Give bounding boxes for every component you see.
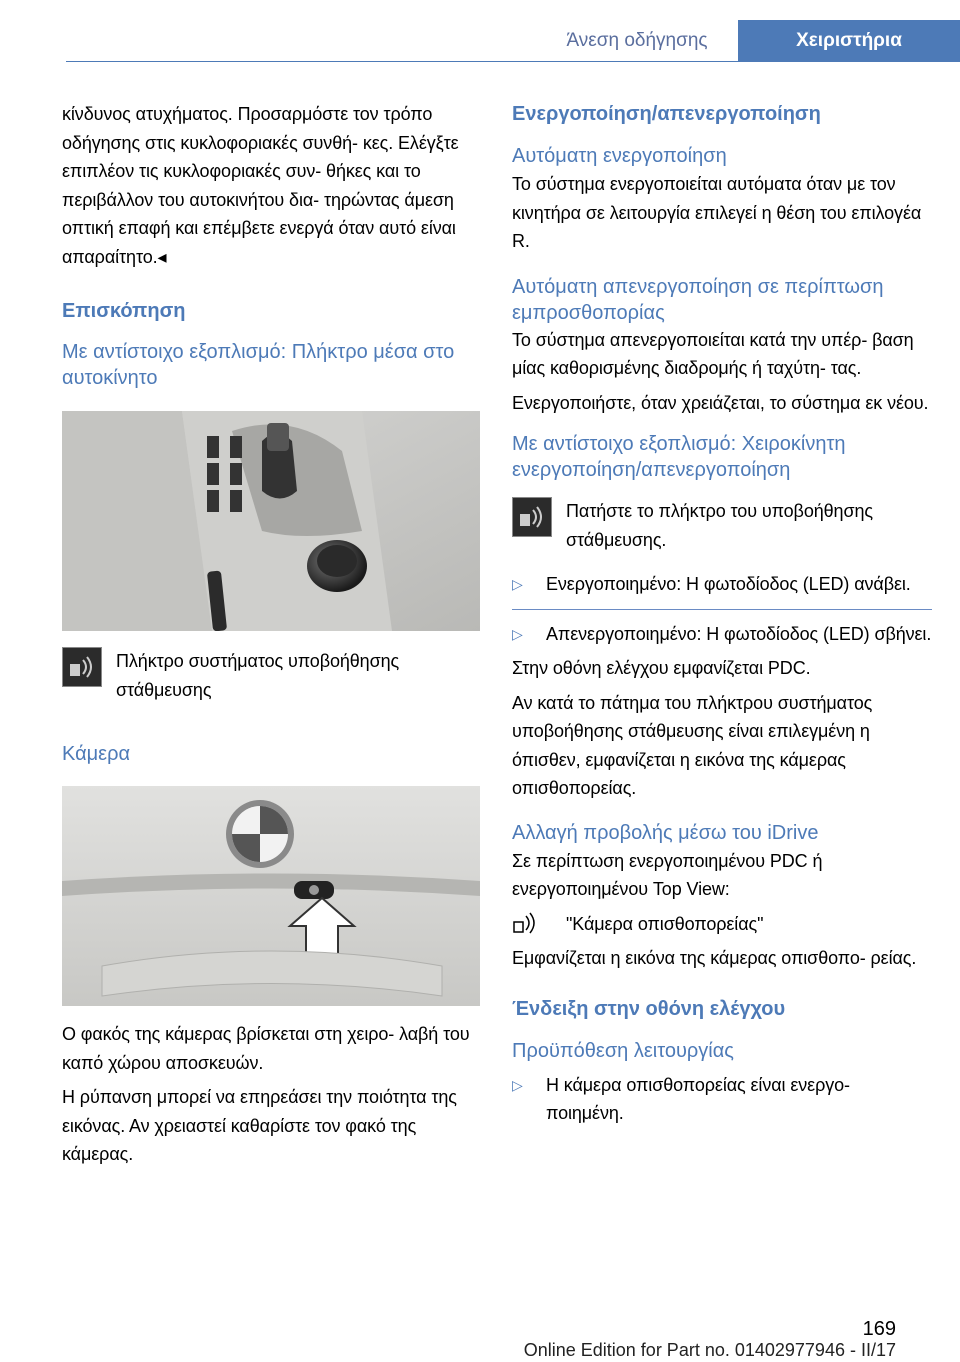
parking-assist-button-icon <box>512 497 552 537</box>
center-console-photo <box>62 411 480 631</box>
camera-photo <box>62 786 480 1006</box>
edition-footer: Online Edition for Part no. 01402977946 - II/17 <box>523 1340 896 1360</box>
section-tab-controls[interactable]: Χειριστήρια <box>738 20 960 62</box>
camera-shown-text: Αν κατά το πάτημα του πλήκτρου συστήματος υποβοήθησης στάθμευσης είναι επιλεγμένη η όπισθεν, εμφανίζεται η εικόνα της κάμερας οπισθοπορείας. <box>512 692 873 798</box>
bullet-triangle-icon: ▷ <box>512 576 523 592</box>
right-column <box>512 100 932 1134</box>
menu-item-row <box>512 910 932 945</box>
left-column <box>62 100 482 1175</box>
center-console-illustration <box>62 411 480 631</box>
pdc-button-caption-row <box>62 647 482 710</box>
bullet-triangle-icon: ▷ <box>512 625 523 642</box>
menu-result-text: Εμφανίζεται η εικόνα της κάμερας οπισθοπο- ρείας. <box>512 948 917 968</box>
section-tab-driving-comfort[interactable]: Άνεση οδήγησης <box>566 30 708 51</box>
page-number: 169 <box>862 1318 896 1340</box>
auto-on-heading: Αυτόματη ενεργοποίηση <box>512 145 727 167</box>
camera-heading: Κάμερα <box>62 743 131 765</box>
auto-off-heading: Αυτόματη απενεργοποίηση σε περίπτωση εμπροσθοπορίας <box>512 275 884 324</box>
rear-camera-illustration <box>62 786 480 1006</box>
bullet-activated-text: Ενεργοποιημένο: Η φωτοδίοδος (LED) ανάβει. <box>546 574 911 594</box>
camera-cleaning-text: Η ρύπανση μπορεί να επηρεάσει την ποιότητα της εικόνας. Αν χρειαστεί καθαρίστε τον φακό της κάμερας. <box>62 1087 457 1164</box>
parking-assist-icon <box>62 647 102 687</box>
camera-menu-icon <box>512 910 566 941</box>
bullet-precondition <box>512 1071 932 1134</box>
header-divider <box>66 61 960 62</box>
pdc-display-text: Στην οθόνη ελέγχου εμφανίζεται PDC. <box>512 658 811 678</box>
page-header <box>0 0 960 62</box>
bullet-deactivated <box>512 620 932 655</box>
camera-lens-text: Ο φακός της κάμερας βρίσκεται στη χειρο- λαβή του καπό χώρου αποσκευών. <box>62 1024 470 1073</box>
bullet-deactivated-text: Απενεργοποιημένο: Η φωτοδίοδος (LED) σβήνει. <box>546 623 932 644</box>
bullet-activated <box>512 570 932 605</box>
display-heading: Ένδειξη στην οθόνη ελέγχου <box>512 997 786 1020</box>
bullet-divider <box>512 609 932 610</box>
press-button-text: Πατήστε το πλήκτρο του υποβοήθησης στάθμευσης. <box>566 501 873 550</box>
idrive-heading: Αλλαγή προβολής μέσω του iDrive <box>512 821 819 844</box>
reactivate-text: Ενεργοποιήστε, όταν χρειάζεται, το σύστημα εκ νέου. <box>512 392 929 413</box>
manual-heading: Με αντίστοιχο εξοπλισμό: Χειροκίνητη ενεργοποίηση/απενεργοποίηση <box>512 433 846 481</box>
pdc-button-caption: Πλήκτρο συστήματος υποβοήθησης στάθμευσης <box>116 651 400 700</box>
auto-off-text: Το σύστημα απενεργοποιείται κατά την υπέρ- βαση μίας καθορισμένης διαδρομής ή ταχύτη- τας. <box>512 329 914 378</box>
activation-heading: Ενεργοποίηση/απενεργοποίηση <box>512 103 821 125</box>
overview-heading: Επισκόπηση <box>62 300 186 322</box>
menu-item-camera[interactable]: "Κάμερα οπισθοπορείας" <box>566 913 764 934</box>
bullet-precondition-text: Η κάμερα οπισθοπορείας είναι ενεργο- ποιημένη. <box>546 1074 850 1123</box>
idrive-text: Σε περίπτωση ενεργοποιημένου PDC ή ενεργοποιημένου Top View: <box>512 850 823 899</box>
equipment-heading: Με αντίστοιχο εξοπλισμό: Πλήκτρο μέσα στο αυτοκίνητο <box>62 341 455 389</box>
bullet-triangle-icon: ▷ <box>512 1076 523 1093</box>
auto-on-text: Το σύστημα ενεργοποιείται αυτόματα όταν με τον κινητήρα σε λειτουργία επιλεγεί η θέση του επιλογέα R. <box>512 174 922 251</box>
press-button-row <box>512 497 932 560</box>
intro-paragraph: κίνδυνος ατυχήματος. Προσαρμόστε τον τρόπο οδήγησης στις κυκλοφοριακές συνθή- κες. Ελέγξτε επιπλέον τις κυκλοφοριακές συν- θήκες και το περιβάλλον του αυτοκινήτου δια- τηρώντας άμεση οπτική επαφή και επέμβετε ενεργά όταν αυτό είναι απαραίτητο.◂ <box>62 104 459 267</box>
precondition-heading: Προϋπόθεση λειτουργίας <box>512 1039 734 1062</box>
